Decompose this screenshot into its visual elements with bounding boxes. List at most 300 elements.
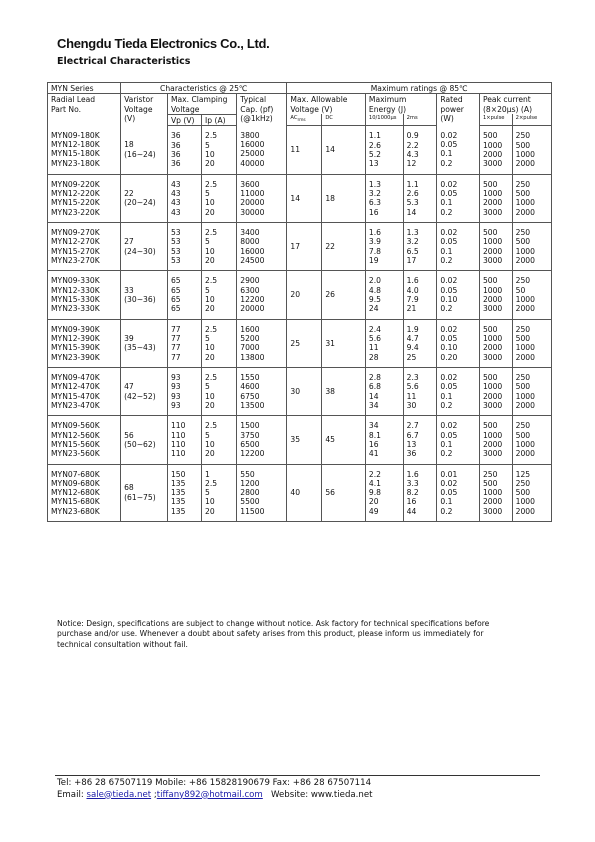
- part-numbers-value: MYN12-270K: [51, 237, 100, 247]
- clamp-ip-value: 1: [205, 469, 210, 479]
- energy-10-1000-value: 34: [368, 421, 379, 431]
- peak-2-pulse-value: 2000: [515, 400, 535, 410]
- energy-10-1000-cell: [365, 416, 403, 464]
- energy-2ms-cell: [403, 174, 437, 222]
- table-row: [48, 367, 552, 415]
- peak-2-pulse-value: 125: [515, 469, 531, 479]
- part-numbers-value: MYN12-560K: [51, 430, 100, 440]
- energy-2ms-value: 4.3: [406, 149, 419, 159]
- energy-10-1000-value: 3.9: [368, 237, 381, 247]
- rated-power-value: 0.2: [440, 449, 453, 459]
- header-row-2: [48, 94, 552, 115]
- part-numbers-cell: [48, 319, 121, 367]
- clamp-ip-value: 5: [205, 382, 210, 392]
- rated-power-value: 0.2: [440, 158, 453, 168]
- rated-power-cell: [437, 126, 480, 174]
- clamp-vp-value: 93: [170, 372, 181, 382]
- clamp-ip-value: 2.5: [205, 324, 218, 334]
- clamp-ip-value: 10: [205, 198, 215, 208]
- peak-1-pulse-value: 3000: [482, 255, 503, 265]
- table-row: [48, 319, 552, 367]
- clamp-vp-value: 93: [170, 382, 181, 392]
- clamp-ip-value: 2.5: [205, 131, 218, 141]
- clamp-ip-value: 20: [205, 159, 215, 169]
- ac-header: $AC_{rms}$: [287, 114, 322, 125]
- allowable-ac-cell: 25: [287, 319, 322, 367]
- peak-2-pulse-value: 2000: [515, 207, 535, 217]
- capacitance-cell: [237, 126, 287, 174]
- rated-power-value: 0.1: [440, 497, 453, 507]
- clamp-vp-value: 53: [170, 227, 181, 237]
- rated-power-cell: [437, 367, 480, 415]
- energy-2ms-value: 4.7: [406, 333, 419, 343]
- part-numbers-value: MYN15-390K: [51, 343, 100, 353]
- capacitance-value: 16000: [240, 140, 265, 150]
- allowable-dc-cell: 45: [322, 416, 366, 464]
- capacitance-value: 6300: [240, 285, 260, 295]
- peak-2-pulse-cell: [512, 416, 551, 464]
- rated-power-value: 0.2: [440, 400, 453, 410]
- energy-2ms-value: 36: [406, 449, 417, 459]
- energy-2ms-value: 2.7: [406, 421, 419, 431]
- energy-10-1000-value: 41: [368, 449, 379, 459]
- clamp-vp-value: 150: [170, 469, 186, 479]
- rated-power-value: 0.05: [440, 237, 458, 247]
- clamp-vp-cell: [167, 222, 201, 270]
- peak-2-pulse-value: 250: [515, 179, 531, 189]
- clamp-vp-cell: [167, 416, 201, 464]
- part-numbers-value: MYN15-180K: [51, 149, 100, 159]
- rated-power-value: 0.1: [440, 149, 453, 159]
- table-row: [48, 174, 552, 222]
- energy-10-1000-value: 4.1: [368, 478, 381, 488]
- capacitance-value: 3800: [240, 130, 260, 140]
- varistor-voltage-cell: [121, 222, 168, 270]
- clamp-ip-value: 2.5: [205, 372, 218, 382]
- capacitance-value: 40000: [240, 158, 265, 168]
- peak-1-pulse-cell: [479, 222, 512, 270]
- energy-2ms-value: 6.7: [406, 430, 419, 440]
- peak-2-pulse-cell: [512, 319, 551, 367]
- energy-10-1000-cell: [365, 319, 403, 367]
- energy-10-1000-value: 20: [368, 497, 379, 507]
- clamp-vp-value: 110: [170, 430, 186, 440]
- peak-1-pulse-cell: [479, 126, 512, 174]
- rated-power-value: 0.2: [440, 304, 453, 314]
- energy-10-1000-value: 24: [368, 304, 379, 314]
- peak-1-pulse-value: 2000: [482, 198, 503, 208]
- peak-1-pulse-value: 3000: [482, 207, 503, 217]
- rated-power-value: 0.20: [440, 352, 458, 362]
- energy-10-1000-cell: [365, 126, 403, 174]
- capacitance-value: 11000: [240, 188, 265, 198]
- peak-2-pulse-value: 2000: [515, 255, 535, 265]
- energy-2ms-value: 3.3: [406, 478, 419, 488]
- peak-2-pulse-cell: [512, 222, 551, 270]
- peak-2-pulse-value: 1000: [515, 149, 535, 159]
- table-row: [48, 271, 552, 319]
- table-row: [48, 222, 552, 270]
- series-label: MYN Series: [48, 83, 121, 94]
- varistor-voltage-cell: [121, 319, 168, 367]
- varistor-voltage-cell: [121, 271, 168, 319]
- capacitance-value: 11500: [240, 506, 265, 516]
- clamp-vp-value: 77: [170, 352, 181, 362]
- clamp-vp-value: 53: [170, 246, 181, 256]
- peak-2-pulse-value: 2000: [515, 449, 535, 459]
- rated-power-value: 0.01: [440, 469, 458, 479]
- rated-power-cell: [437, 319, 480, 367]
- energy-10-1000-value: 14: [368, 391, 379, 401]
- peak-1-pulse-cell: [479, 416, 512, 464]
- part-no-header: Radial Lead Part No.: [48, 94, 121, 126]
- varistor-voltage-value: 18: [124, 140, 134, 150]
- energy-2ms-value: 0.9: [406, 131, 419, 141]
- part-numbers-value: MYN09-470K: [51, 372, 100, 382]
- clamp-ip-value: 10: [205, 246, 215, 256]
- peak-1-pulse-value: 3000: [482, 159, 503, 169]
- peak-1-pulse-value: 3000: [482, 449, 503, 459]
- part-numbers-value: MYN12-390K: [51, 333, 100, 343]
- part-numbers-value: MYN09-390K: [51, 324, 100, 334]
- energy-10-1000-value: 13: [368, 159, 379, 169]
- part-numbers-cell: [48, 464, 121, 522]
- peak-1-pulse-value: 500: [482, 372, 498, 382]
- energy-2ms-value: 16: [406, 497, 417, 507]
- varistor-voltage-value: 33: [124, 285, 134, 295]
- email-link-sales[interactable]: sale@tieda.net: [86, 789, 152, 800]
- peak-1-pulse-value: 1000: [482, 430, 503, 440]
- energy-2ms-value: 25: [406, 352, 417, 362]
- clamp-ip-value: 10: [205, 439, 215, 449]
- clamp-vp-value: 65: [170, 285, 181, 295]
- varistor-voltage-value: (20~24): [124, 198, 156, 208]
- peak-1-pulse-value: 2000: [482, 497, 503, 507]
- rated-power-value: 0.05: [440, 333, 458, 343]
- clamp-ip-value: 10: [205, 149, 215, 159]
- energy-2ms-value: 30: [406, 400, 417, 410]
- clamp-ip-value: 20: [205, 255, 215, 265]
- clamp-vp-value: 43: [170, 198, 181, 208]
- clamp-vp-value: 43: [170, 188, 181, 198]
- peak-1-pulse-value: 3000: [482, 304, 503, 314]
- energy-2ms-value: 8.2: [406, 488, 419, 498]
- capacitance-value: 2900: [240, 276, 260, 286]
- characteristics-table: [47, 82, 552, 522]
- clamp-vp-value: 77: [170, 343, 181, 353]
- peak-2-pulse-cell: [512, 464, 551, 522]
- energy-2ms-value: 1.6: [406, 276, 419, 286]
- rated-power-cell: [437, 464, 480, 522]
- part-numbers-value: MYN12-220K: [51, 188, 100, 198]
- peak-1-pulse-cell: [479, 319, 512, 367]
- peak-2-pulse-value: 1000: [515, 246, 535, 256]
- energy-10-1000-value: 28: [368, 352, 379, 362]
- energy-2ms-value: 5.3: [406, 198, 419, 208]
- rated-power-cell: [437, 416, 480, 464]
- varistor-voltage-cell: [121, 416, 168, 464]
- varistor-voltage-header: Varistor Voltage (V): [121, 94, 168, 126]
- peak-1-pulse-value: 2000: [482, 439, 503, 449]
- allowable-ac-cell: 17: [287, 222, 322, 270]
- clamp-vp-value: 43: [170, 207, 181, 217]
- clamp-vp-value: 36: [170, 140, 181, 150]
- energy-2ms-cell: [403, 464, 437, 522]
- capacitance-value: 3750: [240, 430, 260, 440]
- table-row: [48, 416, 552, 464]
- energy-2ms-header: 2ms: [403, 114, 437, 125]
- part-numbers-cell: [48, 416, 121, 464]
- energy-10-1000-cell: [365, 464, 403, 522]
- capacitance-value: 12200: [240, 294, 265, 304]
- varistor-voltage-value: (50~62): [124, 439, 156, 449]
- energy-2ms-value: 12: [406, 159, 417, 169]
- varistor-voltage-value: (16~24): [124, 149, 156, 159]
- capacitance-cell: [237, 367, 287, 415]
- varistor-voltage-cell: [121, 367, 168, 415]
- energy-2ms-value: 13: [406, 439, 417, 449]
- energy-2ms-value: 21: [406, 304, 417, 314]
- peak-1-pulse-value: 3000: [482, 506, 503, 516]
- rated-power-value: 0.1: [440, 198, 453, 208]
- clamp-ip-value: 5: [205, 140, 210, 150]
- clamp-ip-value: 10: [205, 497, 215, 507]
- peak-2-pulse-value: 1000: [515, 198, 535, 208]
- clamp-ip-value: 5: [205, 488, 210, 498]
- energy-10-1000-value: 3.2: [368, 188, 381, 198]
- rated-power-value: 0.02: [440, 421, 458, 431]
- capacitance-value: 3600: [240, 179, 260, 189]
- max-ratings-label: Maximum ratings @ 85℃: [287, 83, 552, 94]
- rated-power-value: 0.02: [440, 324, 458, 334]
- part-numbers-value: MYN15-270K: [51, 246, 100, 256]
- allowable-dc-cell: 38: [322, 367, 366, 415]
- characteristics-label: Characteristics @ 25℃: [121, 83, 287, 94]
- peak-2-pulse-value: 2000: [515, 159, 535, 169]
- part-numbers-value: MYN15-330K: [51, 294, 100, 304]
- peak-1-pulse-cell: [479, 174, 512, 222]
- rated-power-value: 0.02: [440, 276, 458, 286]
- capacitance-value: 8000: [240, 237, 260, 247]
- clamp-ip-value: 20: [205, 400, 215, 410]
- peak-2-pulse-cell: [512, 271, 551, 319]
- energy-10-1000-cell: [365, 222, 403, 270]
- clamp-vp-cell: [167, 174, 201, 222]
- capacitance-value: 3400: [240, 227, 260, 237]
- energy-2ms-value: 1.3: [406, 227, 419, 237]
- peak-1-pulse-cell: [479, 464, 512, 522]
- varistor-voltage-value: 56: [124, 430, 134, 440]
- capacitance-value: 16000: [240, 246, 265, 256]
- energy-2ms-value: 1.9: [406, 324, 419, 334]
- peak-1-pulse-value: 500: [482, 131, 498, 141]
- clamp-ip-value: 2.5: [205, 478, 218, 488]
- energy-2ms-value: 9.4: [406, 343, 419, 353]
- peak-1-pulse-value: 500: [482, 179, 498, 189]
- peak-2-pulse-value: 1000: [515, 497, 535, 507]
- peak-1-pulse-cell: [479, 271, 512, 319]
- energy-10-1000-value: 9.5: [368, 294, 381, 304]
- peak-2-pulse-value: 2000: [515, 506, 535, 516]
- energy-10-1000-value: 2.6: [368, 140, 381, 150]
- allowable-dc-cell: 56: [322, 464, 366, 522]
- allowable-dc-cell: 18: [322, 174, 366, 222]
- peak-2-pulse-value: 250: [515, 227, 531, 237]
- part-numbers-value: MYN15-470K: [51, 391, 100, 401]
- peak-1-pulse-value: 2000: [482, 343, 503, 353]
- rated-power-value: 0.05: [440, 285, 458, 295]
- clamp-ip-cell: [202, 416, 237, 464]
- clamp-ip-value: 10: [205, 343, 215, 353]
- energy-10-1000-header: 10/1000μs: [365, 114, 403, 125]
- clamp-ip-value: 5: [205, 333, 210, 343]
- energy-10-1000-value: 34: [368, 400, 379, 410]
- clamp-vp-value: 135: [170, 488, 186, 498]
- allowable-dc-cell: 22: [322, 222, 366, 270]
- company-name: Chengdu Tieda Electronics Co., Ltd.: [57, 36, 270, 51]
- part-numbers-cell: [48, 222, 121, 270]
- peak-2-pulse-value: 2000: [515, 304, 535, 314]
- varistor-voltage-value: (61~75): [124, 492, 156, 502]
- peak-2-pulse-value: 500: [515, 488, 531, 498]
- peak-1-pulse-value: 1000: [482, 285, 503, 295]
- rated-power-value: 0.10: [440, 294, 458, 304]
- clamp-vp-value: 110: [170, 421, 186, 431]
- capacitance-value: 1500: [240, 421, 260, 431]
- part-numbers-value: MYN09-560K: [51, 421, 100, 431]
- energy-10-1000-value: 11: [368, 343, 379, 353]
- clamp-ip-cell: [202, 464, 237, 522]
- varistor-voltage-value: (35~43): [124, 343, 156, 353]
- clamp-vp-value: 36: [170, 149, 181, 159]
- clamp-ip-value: 2.5: [205, 276, 218, 286]
- energy-2ms-value: 4.0: [406, 285, 419, 295]
- part-numbers-value: MYN15-220K: [51, 198, 100, 208]
- energy-2ms-value: 17: [406, 255, 417, 265]
- capacitance-value: 20000: [240, 304, 265, 314]
- peak-2-pulse-value: 500: [515, 333, 531, 343]
- capacitance-cell: [237, 222, 287, 270]
- peak-1-pulse-value: 1000: [482, 237, 503, 247]
- allowable-ac-cell: 11: [287, 126, 322, 174]
- part-numbers-cell: [48, 367, 121, 415]
- capacitance-value: 30000: [240, 207, 265, 217]
- allowable-ac-cell: 35: [287, 416, 322, 464]
- part-numbers-value: MYN09-270K: [51, 227, 100, 237]
- rated-power-header: Rated power (W): [437, 94, 480, 126]
- rated-power-value: 0.02: [440, 478, 458, 488]
- clamp-vp-cell: [167, 126, 201, 174]
- capacitance-value: 550: [240, 469, 255, 479]
- energy-2ms-value: 5.6: [406, 382, 419, 392]
- energy-2ms-value: 44: [406, 506, 417, 516]
- peak-1-pulse-value: 250: [482, 469, 498, 479]
- peak-1-pulse-value: 3000: [482, 352, 503, 362]
- rated-power-value: 0.2: [440, 506, 453, 516]
- clamp-ip-cell: [202, 174, 237, 222]
- energy-2ms-value: 11: [406, 391, 417, 401]
- clamp-ip-value: 10: [205, 391, 215, 401]
- clamp-ip-value: 5: [205, 188, 210, 198]
- energy-2ms-value: 1.6: [406, 469, 419, 479]
- rated-power-cell: [437, 271, 480, 319]
- clamp-vp-value: 135: [170, 497, 186, 507]
- peak-2-pulse-cell: [512, 126, 551, 174]
- peak-1-pulse-value: 1000: [482, 382, 503, 392]
- peak-2-pulse-value: 250: [515, 421, 531, 431]
- energy-10-1000-cell: [365, 174, 403, 222]
- capacitance-value: 25000: [240, 149, 265, 159]
- vp-header: Vp (V): [167, 114, 201, 125]
- energy-10-1000-cell: [365, 367, 403, 415]
- capacitance-value: 4600: [240, 382, 260, 392]
- clamp-ip-value: 5: [205, 237, 210, 247]
- table-row: [48, 464, 552, 522]
- part-numbers-value: MYN09-680K: [51, 478, 100, 488]
- energy-2ms-value: 6.5: [406, 246, 419, 256]
- capacitance-header: Typical Cap. (pf) (@1kHz): [237, 94, 287, 126]
- rated-power-value: 0.1: [440, 246, 453, 256]
- energy-10-1000-value: 4.8: [368, 285, 381, 295]
- clamp-vp-value: 65: [170, 276, 181, 286]
- clamp-vp-value: 135: [170, 478, 186, 488]
- capacitance-value: 6750: [240, 391, 260, 401]
- peak-1-pulse-value: 500: [482, 421, 498, 431]
- varistor-voltage-cell: [121, 174, 168, 222]
- allowable-ac-cell: 20: [287, 271, 322, 319]
- rated-power-value: 0.02: [440, 372, 458, 382]
- energy-2ms-value: 3.2: [406, 237, 419, 247]
- peak-1-pulse-value: 2000: [482, 391, 503, 401]
- energy-10-1000-value: 5.6: [368, 333, 381, 343]
- energy-10-1000-value: 1.1: [368, 131, 381, 141]
- clamp-vp-value: 43: [170, 179, 181, 189]
- clamp-ip-cell: [202, 271, 237, 319]
- part-numbers-value: MYN09-180K: [51, 130, 100, 140]
- clamp-vp-value: 77: [170, 324, 181, 334]
- capacitance-value: 1600: [240, 324, 260, 334]
- energy-2ms-cell: [403, 367, 437, 415]
- energy-10-1000-value: 1.6: [368, 227, 381, 237]
- clamp-ip-value: 2.5: [205, 227, 218, 237]
- clamp-vp-value: 135: [170, 506, 186, 516]
- part-numbers-value: MYN23-390K: [51, 352, 100, 362]
- clamping-voltage-header: Max. Clamping Voltage: [167, 94, 236, 115]
- allowable-dc-cell: 14: [322, 126, 366, 174]
- peak-2-pulse-value: 50: [515, 285, 526, 295]
- clamp-vp-value: 65: [170, 304, 181, 314]
- capacitance-value: 24500: [240, 255, 265, 265]
- energy-10-1000-value: 16: [368, 207, 379, 217]
- capacitance-value: 5200: [240, 333, 260, 343]
- clamp-ip-value: 20: [205, 304, 215, 314]
- clamp-vp-value: 53: [170, 237, 181, 247]
- varistor-voltage-value: (42~52): [124, 391, 156, 401]
- website-text: www.tieda.net: [310, 789, 373, 800]
- section-title: Electrical Characteristics: [57, 56, 191, 67]
- email-link-tiffany[interactable]: tiffany892@hotmail.com: [156, 789, 263, 800]
- clamp-ip-cell: [202, 126, 237, 174]
- peak-current-header: Peak current (8×20μs) (A): [479, 94, 551, 115]
- peak-2-pulse-value: 500: [515, 140, 531, 150]
- peak-2-pulse-value: 250: [515, 372, 531, 382]
- part-numbers-value: MYN23-270K: [51, 255, 100, 265]
- varistor-voltage-value: 27: [124, 237, 134, 247]
- part-numbers-value: MYN12-180K: [51, 140, 100, 150]
- clamp-ip-cell: [202, 367, 237, 415]
- part-numbers-value: MYN23-220K: [51, 207, 100, 217]
- energy-2ms-cell: [403, 271, 437, 319]
